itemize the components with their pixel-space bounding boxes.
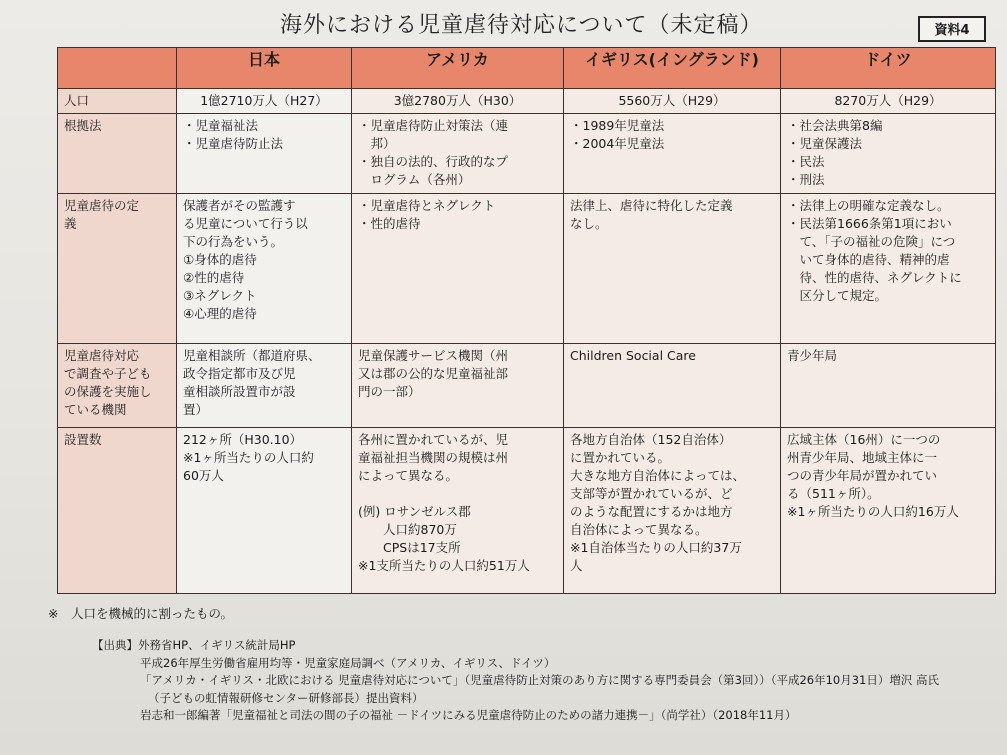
cell-japan (177, 344, 352, 428)
source-line: 岩志和一郎編著「児童福祉と司法の間の子の福祉 －ドイツにみる児童虐待防止のための諸力連携－」（尚学社）（2018年11月） (140, 708, 797, 722)
row-label-line: の保護を実施し (64, 384, 152, 399)
row-label-line: 人口 (64, 93, 90, 108)
cell-line: 人 (570, 558, 583, 573)
cell-line: ・民法第1666条第1項におい (787, 216, 952, 231)
cell-line: ・法律上の明確な定義なし。 (787, 198, 950, 213)
cell-japan (177, 428, 352, 594)
cell-uk (564, 194, 781, 344)
cell-usa (352, 428, 564, 594)
cell-line: つの青少年局が置かれてい (787, 468, 938, 483)
cell-line: CPSは17支所 (358, 540, 461, 555)
cell-line: 門の一部） (358, 384, 421, 399)
cell-germany (781, 89, 996, 114)
cell-uk (564, 344, 781, 428)
cell-line: (例) ロサンゼルス郡 (358, 504, 471, 519)
cell-line: ・児童福祉法 (183, 118, 259, 133)
cell-line: 区分して規定。 (787, 288, 888, 303)
cell-germany (781, 194, 996, 344)
cell-japan (177, 194, 352, 344)
row-label-line: 義 (64, 216, 77, 231)
cell-line: ・児童虐待防止対策法（連 (358, 118, 509, 133)
cell-usa (352, 344, 564, 428)
cell-line: ※1ヶ所当たりの人口約 (183, 450, 314, 465)
header-usa: アメリカ (352, 48, 564, 89)
cell-line: に置かれている。 (570, 450, 671, 465)
row-label-line: 根拠法 (64, 118, 102, 133)
header-japan: 日本 (177, 48, 352, 89)
cell-line: る（511ヶ所）。 (787, 486, 880, 501)
cell-line: ・児童虐待防止法 (183, 136, 284, 151)
row-label (58, 89, 177, 114)
cell-line: 大きな地方自治体によっては、 (570, 468, 746, 483)
cell-line: 政令指定都市及び児 (183, 366, 296, 381)
cell-line: Children Social Care (570, 348, 696, 363)
cell-line: 州青少年局、地域主体に一 (787, 450, 938, 465)
cell-line: ※1ヶ所当たりの人口約16万人 (787, 504, 959, 519)
row-label (58, 194, 177, 344)
cell-line: 3億2780万人（H30） (393, 93, 522, 108)
cell-line: 待、性的虐待、ネグレクトに (787, 270, 962, 285)
cell-line: 邦） (358, 136, 396, 151)
cell-line: 自治体によって異なる。 (570, 522, 708, 537)
row-legal-basis (58, 114, 996, 194)
cell-uk (564, 89, 781, 114)
cell-line: 法律上、虐待に特化した定義 (570, 198, 733, 213)
header-germany: ドイツ (781, 48, 996, 89)
cell-line: ・児童保護法 (787, 136, 863, 151)
cell-line: 8270万人（H29） (834, 93, 942, 108)
cell-germany (781, 344, 996, 428)
cell-line: 60万人 (183, 468, 224, 483)
row-agency (58, 344, 996, 428)
cell-line: 置） (183, 402, 209, 417)
header-uk: イギリス(イングランド) (564, 48, 781, 89)
source-line: 平成26年厚生労働省雇用均等・児童家庭局調べ（アメリカ、イギリス、ドイツ） (140, 655, 556, 670)
cell-line: 童相談所設置市が設 (183, 384, 296, 399)
cell-japan (177, 89, 352, 114)
cell-line: ログラム（各州） (358, 172, 471, 187)
row-label-line: 設置数 (64, 432, 102, 447)
cell-uk (564, 428, 781, 594)
row-definition (58, 194, 996, 344)
cell-line: ・児童虐待とネグレクト (358, 198, 496, 213)
cell-line: のような配置にするかは地方 (570, 504, 733, 519)
cell-line: 各地方自治体（152自治体） (570, 432, 732, 447)
row-label (58, 428, 177, 594)
cell-usa (352, 114, 564, 194)
cell-line: て、「子の福祉の危険」につ (787, 234, 956, 249)
page-title: 海外における児童虐待対応について（未定稿） (280, 13, 763, 38)
cell-line: によって異なる。 (358, 468, 459, 483)
cell-line (358, 485, 557, 503)
cell-line: ・2004年児童法 (570, 136, 665, 151)
row-count (58, 428, 996, 594)
cell-line: ・民法 (787, 154, 825, 169)
cell-line: ②性的虐待 (183, 270, 245, 285)
cell-usa (352, 194, 564, 344)
source-block (92, 637, 992, 725)
header-corner (58, 48, 177, 89)
cell-line: 広域主体（16州）に一つの (787, 432, 941, 447)
row-label (58, 114, 177, 194)
row-label-line: ている機関 (64, 402, 127, 417)
cell-line: ・独自の法的、行政的なプ (358, 154, 509, 169)
source-line: （子どもの虹情報研修センター研修部長）提出資料） (148, 690, 424, 705)
cell-line: ・社会法典第8編 (787, 118, 883, 133)
comparison-table (57, 47, 996, 594)
cell-line: ※1自治体当たりの人口約37万 (570, 540, 742, 555)
cell-line: いて身体的虐待、精神的虐 (787, 252, 950, 267)
cell-line: 212ヶ所（H30.10） (183, 432, 303, 447)
source-line: 【出典】外務省HP、イギリス統計局HP (92, 638, 296, 652)
cell-line: 又は郡の公的な児童福祉部 (358, 366, 509, 381)
row-label-line: 児童虐待対応 (64, 348, 140, 363)
cell-line: ・刑法 (787, 172, 825, 187)
cell-line: ③ネグレクト (183, 288, 257, 303)
row-label-line: で調査や子ども (64, 366, 152, 381)
cell-japan (177, 114, 352, 194)
cell-line: ①身体的虐待 (183, 252, 257, 267)
cell-line: 5560万人（H29） (618, 93, 726, 108)
source-line: 「アメリカ・イギリス・北欧における 児童虐待対応について」（児童虐待防止対策のあり方に関する専門委員会（第3回））（平成26年10月31日）増沢 高氏 (140, 673, 940, 687)
cell-line: 1億2710万人（H27） (200, 93, 328, 108)
cell-germany (781, 114, 996, 194)
cell-line: 児童保護サービス機関（州 (358, 348, 509, 363)
document-badge: 資料4 (918, 16, 986, 42)
cell-line: 青少年局 (787, 348, 838, 363)
cell-line: 各州に置かれているが、児 (358, 432, 509, 447)
cell-line: ※1支所当たりの人口約51万人 (358, 558, 530, 573)
row-label (58, 344, 177, 428)
cell-line: ・性的虐待 (358, 216, 421, 231)
cell-line: 童福祉担当機関の規模は州 (358, 450, 509, 465)
row-label-line: 児童虐待の定 (64, 198, 140, 213)
cell-line: 下の行為をいう。 (183, 234, 284, 249)
cell-line: ④心理的虐待 (183, 306, 257, 321)
cell-line: ・1989年児童法 (570, 118, 665, 133)
cell-line: 児童相談所（都道府県、 (183, 348, 321, 363)
row-population (58, 89, 996, 114)
cell-line: 人口約870万 (358, 522, 457, 537)
cell-line: る児童について行う以 (183, 216, 308, 231)
cell-usa (352, 89, 564, 114)
cell-germany (781, 428, 996, 594)
cell-line: 支部等が置かれているが、ど (570, 486, 733, 501)
table-header-row (58, 48, 996, 89)
cell-line: なし。 (570, 216, 608, 231)
footnote: ※ 人口を機械的に割ったもの。 (48, 606, 233, 621)
cell-uk (564, 114, 781, 194)
cell-line: 保護者がその監護す (183, 198, 296, 213)
